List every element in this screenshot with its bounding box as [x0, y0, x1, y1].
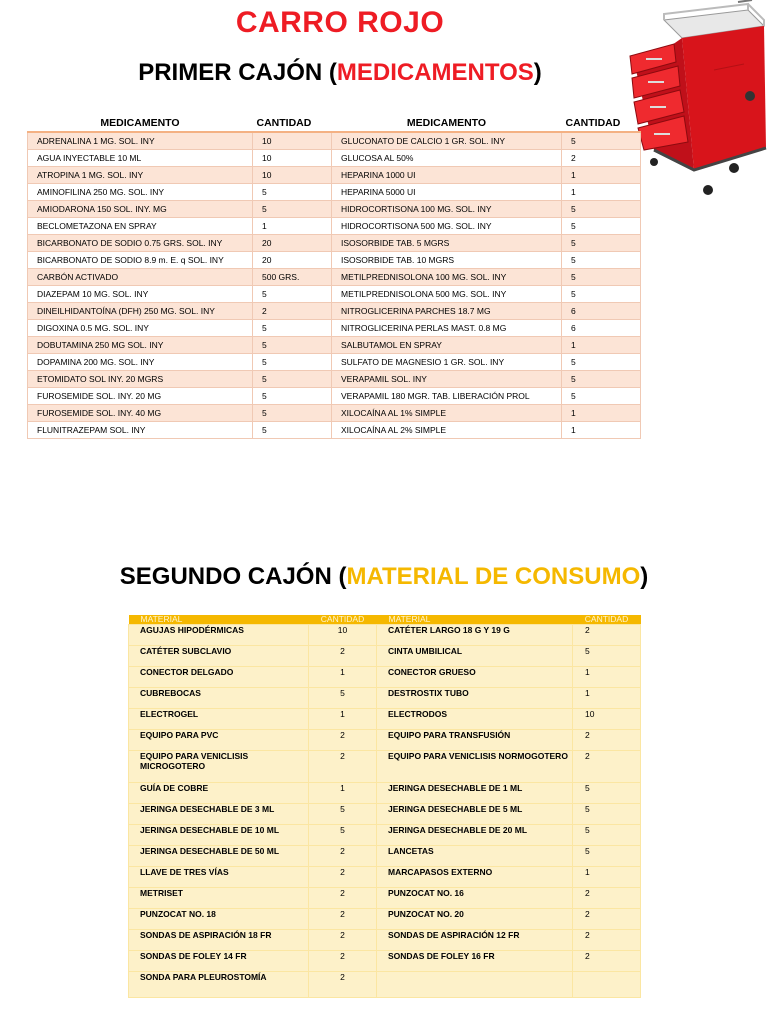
quantity-cell: 1	[562, 184, 641, 201]
table-row	[129, 846, 641, 867]
material-name-cell: CINTA UMBILICAL	[377, 646, 573, 667]
table-row	[28, 405, 641, 422]
quantity-cell: 2	[309, 909, 377, 930]
medication-name-cell: BICARBONATO DE SODIO 0.75 GRS. SOL. INY	[28, 235, 253, 252]
medication-name-cell: ETOMIDATO SOL INY. 20 MGRS	[28, 371, 253, 388]
table-row	[129, 688, 641, 709]
table-row	[28, 132, 641, 150]
material-name-cell: PUNZOCAT NO. 20	[377, 909, 573, 930]
material-name-cell: JERINGA DESECHABLE DE 10 ML	[129, 825, 309, 846]
material-name-cell: JERINGA DESECHABLE DE 5 ML	[377, 804, 573, 825]
quantity-cell: 2	[309, 751, 377, 783]
table-row	[28, 218, 641, 235]
material-name-cell: JERINGA DESECHABLE DE 1 ML	[377, 783, 573, 804]
quantity-cell: 5	[562, 371, 641, 388]
table-row	[28, 184, 641, 201]
quantity-cell: 5	[309, 688, 377, 709]
medication-name-cell: BICARBONATO DE SODIO 8.9 m. E. q SOL. INY	[28, 252, 253, 269]
quantity-cell: 5	[562, 354, 641, 371]
quantity-cell: 1	[309, 709, 377, 730]
medication-name-cell: FUROSEMIDE SOL. INY. 40 MG	[28, 405, 253, 422]
table-row	[28, 388, 641, 405]
quantity-cell: 20	[253, 252, 332, 269]
quantity-cell: 5	[253, 371, 332, 388]
quantity-cell: 2	[573, 951, 641, 972]
quantity-cell: 5	[573, 646, 641, 667]
column-header-medicamento: MEDICAMENTO	[28, 114, 253, 132]
crash-cart-image	[624, 0, 768, 200]
medication-name-cell: DINEILHIDANTOÍNA (DFH) 250 MG. SOL. INY	[28, 303, 253, 320]
quantity-cell: 2	[309, 646, 377, 667]
quantity-cell: 1	[562, 405, 641, 422]
quantity-cell: 2	[573, 625, 641, 646]
quantity-cell: 2	[573, 909, 641, 930]
material-name-cell: PUNZOCAT NO. 18	[129, 909, 309, 930]
quantity-cell: 5	[573, 804, 641, 825]
medication-name-cell: DIAZEPAM 10 MG. SOL. INY	[28, 286, 253, 303]
table-row	[129, 625, 641, 646]
quantity-cell	[573, 972, 641, 998]
column-header-cantidad: CANTIDAD	[253, 114, 332, 132]
quantity-cell: 5	[253, 388, 332, 405]
medication-name-cell: HIDROCORTISONA 100 MG. SOL. INY	[332, 201, 562, 218]
quantity-cell: 5	[562, 218, 641, 235]
table-row	[28, 252, 641, 269]
medications-table	[27, 114, 641, 439]
column-header-material: MATERIAL	[377, 615, 573, 625]
medication-name-cell: AMIODARONA 150 SOL. INY. MG	[28, 201, 253, 218]
quantity-cell: 5	[253, 405, 332, 422]
medication-name-cell: AGUA INYECTABLE 10 ML	[28, 150, 253, 167]
material-name-cell: JERINGA DESECHABLE DE 50 ML	[129, 846, 309, 867]
material-name-cell: DESTROSTIX TUBO	[377, 688, 573, 709]
table-row	[28, 150, 641, 167]
quantity-cell: 5	[253, 422, 332, 439]
quantity-cell: 5	[253, 201, 332, 218]
medication-name-cell: HIDROCORTISONA 500 MG. SOL. INY	[332, 218, 562, 235]
quantity-cell: 2	[562, 150, 641, 167]
table-row	[28, 286, 641, 303]
quantity-cell: 5	[562, 235, 641, 252]
quantity-cell: 1	[562, 422, 641, 439]
material-name-cell: METRISET	[129, 888, 309, 909]
quantity-cell: 2	[253, 303, 332, 320]
quantity-cell: 1	[562, 337, 641, 354]
quantity-cell: 10	[253, 132, 332, 150]
material-name-cell: LLAVE DE TRES VÍAS	[129, 867, 309, 888]
quantity-cell: 2	[573, 930, 641, 951]
quantity-cell: 2	[309, 930, 377, 951]
table-row	[129, 867, 641, 888]
table-row	[28, 303, 641, 320]
material-name-cell: CUBREBOCAS	[129, 688, 309, 709]
medication-name-cell: AMINOFILINA 250 MG. SOL. INY	[28, 184, 253, 201]
medication-name-cell: XILOCAÍNA AL 2% SIMPLE	[332, 422, 562, 439]
medication-name-cell: ISOSORBIDE TAB. 5 MGRS	[332, 235, 562, 252]
quantity-cell: 5	[573, 825, 641, 846]
medication-name-cell: SULFATO DE MAGNESIO 1 GR. SOL. INY	[332, 354, 562, 371]
medication-name-cell: VERAPAMIL 180 MGR. TAB. LIBERACIÓN PROL	[332, 388, 562, 405]
section2-suffix: )	[640, 563, 649, 590]
section2-prefix: SEGUNDO CAJÓN (	[119, 563, 347, 590]
quantity-cell: 5	[573, 783, 641, 804]
quantity-cell: 2	[309, 972, 377, 998]
quantity-cell: 2	[573, 888, 641, 909]
medication-name-cell: METILPREDNISOLONA 500 MG. SOL. INY	[332, 286, 562, 303]
material-name-cell: MARCAPASOS EXTERNO	[377, 867, 573, 888]
table-row	[129, 804, 641, 825]
quantity-cell: 1	[562, 167, 641, 184]
quantity-cell: 500 GRS.	[253, 269, 332, 286]
medication-name-cell: BECLOMETAZONA EN SPRAY	[28, 218, 253, 235]
medication-name-cell: DIGOXINA 0.5 MG. SOL. INY	[28, 320, 253, 337]
table-row	[28, 337, 641, 354]
quantity-cell: 5	[253, 320, 332, 337]
material-name-cell: ELECTROGEL	[129, 709, 309, 730]
medication-name-cell: HEPARINA 5000 UI	[332, 184, 562, 201]
quantity-cell: 1	[309, 667, 377, 688]
quantity-cell: 20	[253, 235, 332, 252]
quantity-cell: 5	[562, 201, 641, 218]
medication-name-cell: GLUCONATO DE CALCIO 1 GR. SOL. INY	[332, 132, 562, 150]
table-row	[129, 646, 641, 667]
medication-name-cell: SALBUTAMOL EN SPRAY	[332, 337, 562, 354]
quantity-cell: 5	[309, 825, 377, 846]
medication-name-cell: VERAPAMIL SOL. INY	[332, 371, 562, 388]
quantity-cell: 10	[573, 709, 641, 730]
quantity-cell: 5	[562, 286, 641, 303]
table-row	[129, 709, 641, 730]
quantity-cell: 1	[253, 218, 332, 235]
material-name-cell: CATÉTER LARGO 18 G Y 19 G	[377, 625, 573, 646]
medication-name-cell: GLUCOSA AL 50%	[332, 150, 562, 167]
section1-prefix: PRIMER CAJÓN (	[138, 59, 337, 86]
material-name-cell: AGUJAS HIPODÉRMICAS	[129, 625, 309, 646]
medication-name-cell: HEPARINA 1000 UI	[332, 167, 562, 184]
quantity-cell: 5	[562, 132, 641, 150]
quantity-cell: 2	[309, 888, 377, 909]
medication-name-cell: METILPREDNISOLONA 100 MG. SOL. INY	[332, 269, 562, 286]
quantity-cell: 6	[562, 303, 641, 320]
quantity-cell: 1	[573, 867, 641, 888]
column-header-cantidad: CANTIDAD	[309, 615, 377, 625]
quantity-cell: 2	[573, 730, 641, 751]
consumables-table	[128, 615, 641, 998]
material-name-cell	[377, 972, 573, 998]
section1-suffix: )	[533, 59, 542, 86]
material-name-cell: SONDA PARA PLEUROSTOMÍA	[129, 972, 309, 998]
material-name-cell: ELECTRODOS	[377, 709, 573, 730]
table-row	[28, 167, 641, 184]
quantity-cell: 5	[253, 184, 332, 201]
quantity-cell: 5	[253, 337, 332, 354]
table-row	[129, 951, 641, 972]
table-row	[129, 783, 641, 804]
medication-name-cell: ISOSORBIDE TAB. 10 MGRS	[332, 252, 562, 269]
material-name-cell: CATÉTER SUBCLAVIO	[129, 646, 309, 667]
page-title: CARRO ROJO	[235, 6, 445, 39]
table-row	[129, 751, 641, 783]
quantity-cell: 10	[309, 625, 377, 646]
table-header-row	[129, 615, 641, 625]
medication-name-cell: ADRENALINA 1 MG. SOL. INY	[28, 132, 253, 150]
material-name-cell: SONDAS DE ASPIRACIÓN 18 FR	[129, 930, 309, 951]
material-name-cell: EQUIPO PARA PVC	[129, 730, 309, 751]
table-row	[28, 235, 641, 252]
quantity-cell: 1	[573, 667, 641, 688]
material-name-cell: SONDAS DE ASPIRACIÓN 12 FR	[377, 930, 573, 951]
quantity-cell: 5	[573, 846, 641, 867]
table-row	[129, 972, 641, 998]
medication-name-cell: FLUNITRAZEPAM SOL. INY	[28, 422, 253, 439]
quantity-cell: 6	[562, 320, 641, 337]
material-name-cell: EQUIPO PARA VENICLISIS MICROGOTERO	[129, 751, 309, 783]
section2-accent: MATERIAL DE CONSUMO	[346, 563, 641, 590]
material-name-cell: SONDAS DE FOLEY 16 FR	[377, 951, 573, 972]
quantity-cell: 5	[253, 354, 332, 371]
table-row	[129, 888, 641, 909]
column-header-cantidad: CANTIDAD	[573, 615, 641, 625]
quantity-cell: 5	[562, 269, 641, 286]
medication-name-cell: ATROPINA 1 MG. SOL. INY	[28, 167, 253, 184]
table-row	[28, 371, 641, 388]
medication-name-cell: DOBUTAMINA 250 MG SOL. INY	[28, 337, 253, 354]
quantity-cell: 5	[562, 388, 641, 405]
material-name-cell: EQUIPO PARA TRANSFUSIÓN	[377, 730, 573, 751]
quantity-cell: 5	[253, 286, 332, 303]
material-name-cell: JERINGA DESECHABLE DE 3 ML	[129, 804, 309, 825]
quantity-cell: 2	[573, 751, 641, 783]
quantity-cell: 2	[309, 730, 377, 751]
section1-accent: MEDICAMENTOS	[336, 59, 534, 86]
medication-name-cell: NITROGLICERINA PERLAS MAST. 0.8 MG	[332, 320, 562, 337]
table-row	[129, 825, 641, 846]
column-header-material: MATERIAL	[129, 615, 309, 625]
table-row	[129, 909, 641, 930]
section1-heading	[0, 59, 680, 87]
section2-heading	[0, 563, 768, 591]
material-name-cell: LANCETAS	[377, 846, 573, 867]
medication-name-cell: XILOCAÍNA AL 1% SIMPLE	[332, 405, 562, 422]
quantity-cell: 2	[309, 846, 377, 867]
material-name-cell: JERINGA DESECHABLE DE 20 ML	[377, 825, 573, 846]
material-name-cell: GUÍA DE COBRE	[129, 783, 309, 804]
material-name-cell: CONECTOR GRUESO	[377, 667, 573, 688]
quantity-cell: 10	[253, 150, 332, 167]
quantity-cell: 1	[573, 688, 641, 709]
table-row	[129, 667, 641, 688]
table-row	[28, 320, 641, 337]
quantity-cell: 5	[562, 252, 641, 269]
table-row	[28, 269, 641, 286]
material-name-cell: PUNZOCAT NO. 16	[377, 888, 573, 909]
quantity-cell: 1	[309, 783, 377, 804]
table-row	[28, 354, 641, 371]
medication-name-cell: FUROSEMIDE SOL. INY. 20 MG	[28, 388, 253, 405]
quantity-cell: 5	[309, 804, 377, 825]
table-row	[129, 930, 641, 951]
medication-name-cell: NITROGLICERINA PARCHES 18.7 MG	[332, 303, 562, 320]
quantity-cell: 2	[309, 951, 377, 972]
table-row	[28, 201, 641, 218]
medication-name-cell: CARBÓN ACTIVADO	[28, 269, 253, 286]
quantity-cell: 10	[253, 167, 332, 184]
table-row	[28, 422, 641, 439]
material-name-cell: CONECTOR DELGADO	[129, 667, 309, 688]
quantity-cell: 2	[309, 867, 377, 888]
column-header-medicamento: MEDICAMENTO	[332, 114, 562, 132]
medication-name-cell: DOPAMINA 200 MG. SOL. INY	[28, 354, 253, 371]
material-name-cell: SONDAS DE FOLEY 14 FR	[129, 951, 309, 972]
material-name-cell: EQUIPO PARA VENICLISIS NORMOGOTERO	[377, 751, 573, 783]
table-header-row	[28, 114, 641, 132]
column-header-cantidad: CANTIDAD	[562, 114, 641, 132]
table-row	[129, 730, 641, 751]
